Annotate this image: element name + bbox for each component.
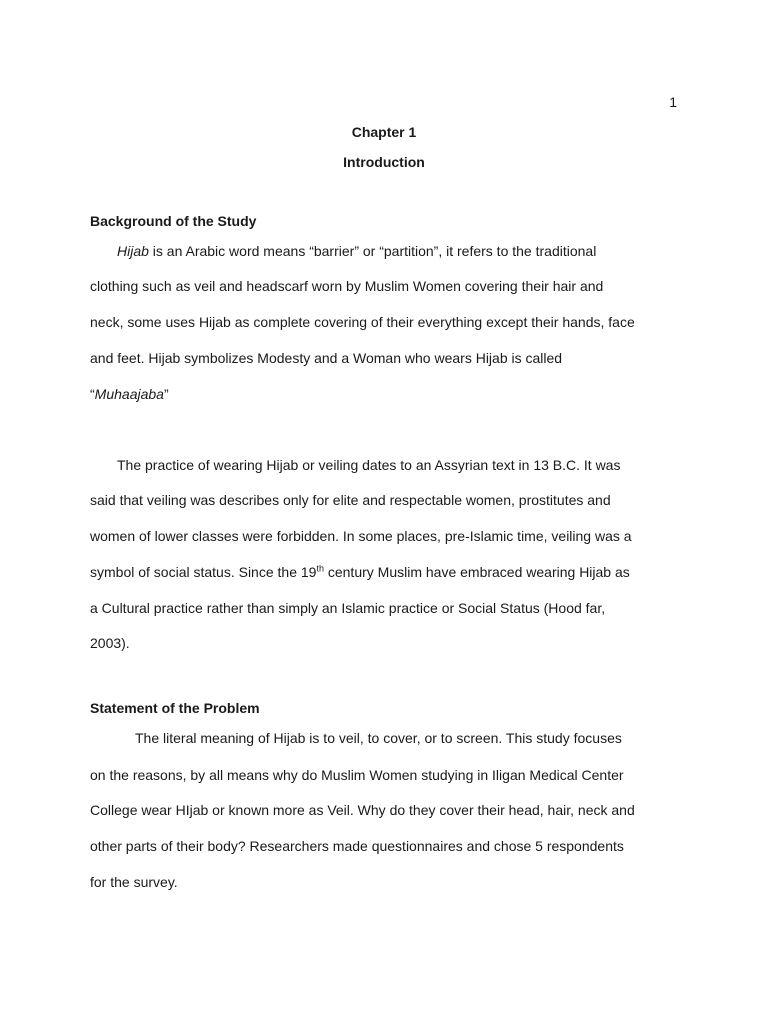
paragraph-line	[90, 385, 690, 403]
paragraph-line: The literal meaning of Hijab is to veil, to cover, or to screen. This study focuses	[135, 730, 622, 746]
chapter-title: Introduction	[343, 154, 425, 170]
quote-close: ”	[163, 386, 169, 402]
paragraph-line	[117, 242, 717, 260]
paragraph-line: neck, some uses Hijab as complete covering of their everything except their hands, face	[90, 314, 635, 330]
paragraph-line: a Cultural practice rather than simply an Islamic practice or Social Status (Hood far,	[90, 600, 606, 616]
paragraph-line: clothing such as veil and headscarf worn by Muslim Women covering their hair and	[90, 278, 604, 294]
paragraph-line: and feet. Hijab symbolizes Modesty and a Woman who wears Hijab is called	[90, 350, 563, 366]
superscript: th	[316, 563, 324, 574]
paragraph-line: College wear HIjab or known more as Veil. Why do they cover their head, hair, neck and	[90, 802, 635, 818]
paragraph-line: on the reasons, by all means why do Muslim Women studying in Iligan Medical Center	[90, 767, 624, 783]
line-text: century Muslim have embraced wearing Hijab as	[323, 564, 630, 580]
emphasis-text: Muhaajaba	[94, 386, 164, 402]
paragraph-line: The practice of wearing Hijab or veiling dates to an Assyrian text in 13 B.C. It was	[117, 457, 621, 473]
emphasis-text: Hijab	[117, 243, 149, 259]
paragraph-line	[90, 563, 690, 581]
section-heading-problem: Statement of the Problem	[90, 700, 260, 716]
paragraph-line: said that veiling was describes only for elite and respectable women, prostitutes and	[90, 492, 611, 508]
paragraph-line: for the survey.	[90, 874, 178, 890]
line-text: symbol of social status. Since the 19	[90, 564, 317, 580]
paragraph-line: other parts of their body? Researchers made questionnaires and chose 5 respondents	[90, 838, 624, 854]
section-heading-background: Background of the Study	[90, 213, 257, 229]
paragraph-line: women of lower classes were forbidden. In some places, pre-Islamic time, veiling was a	[90, 528, 632, 544]
paragraph-line: 2003).	[90, 635, 130, 651]
line-text: is an Arabic word means “barrier” or “partition”, it refers to the traditional	[148, 243, 597, 259]
quote-open: “	[90, 386, 95, 402]
chapter-heading: Chapter 1	[351, 124, 417, 140]
page-number: 1	[669, 94, 677, 110]
